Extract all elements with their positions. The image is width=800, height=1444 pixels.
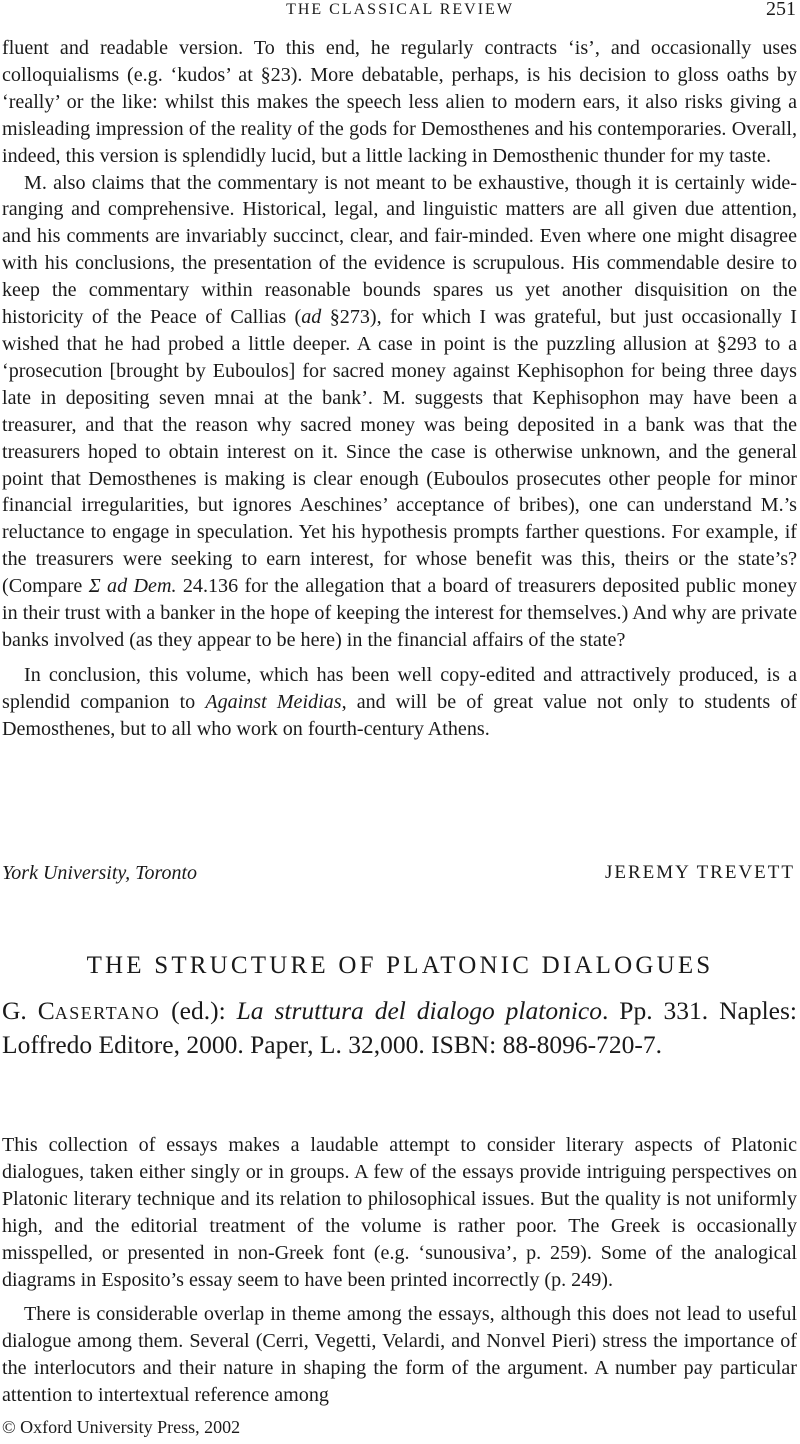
review-signature xyxy=(2,862,797,888)
page-number: 251 xyxy=(766,0,796,20)
text-run: §273), for which I was grateful, but just occasionally I wished that he had probed a little deeper. A case in point is the puzzling allusion at §293 to a ‘prosecution [brought by Euboulos] for sacred money against Kephisophon for being three days late in depositing seven mnai at the bank’. M. suggests that Kephisophon may have been a treasurer, and that the reason why sacred money was being deposited in a bank was that the treasurers hoped to obtain interest on it. Since the case is otherwise unknown, and the general point that Demosthenes is making is clear enough (Euboulos prosecutes other people for minor financial irregularities, but ignores Aeschines’ acceptance of bribes), one can understand M.’s reluctance to engage in speculation. Yet his hypothesis prompts farther questions. For example, if the treasurers were seeking to earn interest, for whose benefit was this, theirs or the state’s? (Compare xyxy=(2,306,797,598)
text-run: M. also claims that the commentary is not meant to be exhaustive, though it is certainly wide-ranging and comprehensive. Historical, legal, and linguistic matters are all given due attention, and his comments are invariably succinct, clear, and fair-minded. Even where one might disagree with his conclusions, the presentation of the evidence is scrupulous. His commendable desire to keep the commentary within reasonable bounds spares us yet another disquisition on the historicity of the Peace of Callias ( xyxy=(2,171,797,329)
author-surname: asertano xyxy=(54,996,161,1025)
copyright-footer: © Oxford University Press, 2002 xyxy=(2,1417,241,1437)
text-run: , and will be of great value not only to students of Demosthenes, but to all who work on fourth-century Athens. xyxy=(2,690,797,740)
page-header xyxy=(0,0,800,30)
text-run: 24.136 for the allegation that a board of treasurers deposited public money in their trust with a banker in the hope of keeping the interest for themselves.) And why are private banks involved (as they appear to be here) in the financial affairs of the state? xyxy=(2,575,798,651)
text-run: . Pp. 331. Naples: Loffredo Editore, 2000. Paper, L. 32,000. ISBN: 88-8096-720-7. xyxy=(2,996,797,1059)
paragraph xyxy=(2,170,797,654)
review-body xyxy=(2,35,797,743)
text-run-italic: ad xyxy=(301,306,322,329)
paragraph: fluent and readable version. To this end, he regularly contracts ‘is’, and occasionally uses colloquialisms (e.g. ‘kudos’ at §23). More debatable, perhaps, is his decision to gloss oaths by ‘really’ or the like: whilst this makes the speech less alien to modern ears, it also risks giving a misleading impression of the reality of the gods for Demosthenes and his contemporaries. Overall, indeed, this version is splendidly lucid, but a little lacking in Demosthenic thunder for my taste. xyxy=(2,37,797,167)
paragraph: This collection of essays makes a laudable attempt to consider literary aspects of Platonic dialogues, taken either singly or in groups. A few of the essays provide intriguing perspectives on Platonic literary technique and its relation to philosophical issues. But the quality is not uniformly high, and the editorial treatment of the volume is rather poor. The Greek is occasionally misspelled, or presented in non-Greek font (e.g. ‘sunousiva’, p. 259). Some of the analogical diagrams in Esposito’s essay seem to have been printed incorrectly (p. 249). xyxy=(2,1134,797,1291)
running-title: THE CLASSICAL REVIEW xyxy=(286,1,514,18)
text-run: In conclusion, this volume, which has been well copy-edited and attractively produced, is a splendid companion to xyxy=(2,663,797,713)
text-run-italic: Σ ad Dem. xyxy=(88,575,177,598)
book-citation xyxy=(2,994,797,1062)
section-title: THE STRUCTURE OF PLATONIC DIALOGUES xyxy=(86,952,714,979)
text-run: (ed.): xyxy=(160,996,237,1025)
review-body xyxy=(2,1132,797,1409)
paragraph: There is considerable overlap in theme among the essays, although this does not lead to useful dialogue among them. Several (Cerri, Vegetti, Velardi, and Nonvel Pieri) stress the importance of the interlocutors and their nature in shaping the form of the argument. A number pay particular attention to intertextual reference among xyxy=(2,1303,797,1407)
paragraph xyxy=(2,662,797,743)
reviewer-name: JEREMY TREVETT xyxy=(604,862,795,883)
reviewer-affiliation: York University, Toronto xyxy=(2,862,198,884)
book-title: La struttura del dialogo platonico xyxy=(236,996,602,1025)
book-title: Against Meidias xyxy=(205,690,342,713)
author-initial: G. C xyxy=(2,996,55,1025)
